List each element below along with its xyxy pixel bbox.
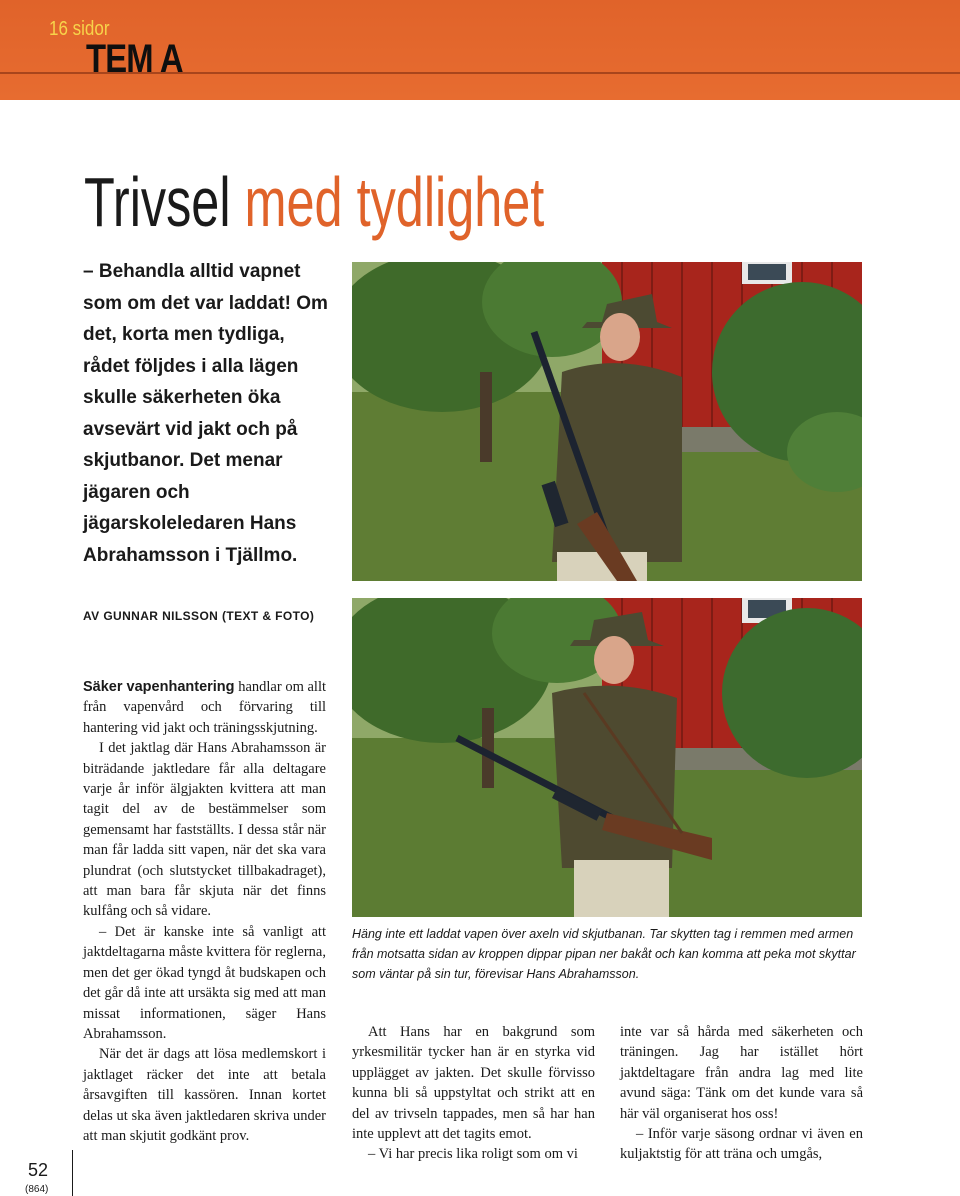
col1-paragraph-2: I det jaktlag där Hans Abrahamsson är biträdande jaktledare får alla deltagare varje år inför älgjakten kvittera att man tagit del av de bestämmelser som gemensamt har fastställts. I dessa står när man får ladda sitt vapen, när det ska vara plundrat (och slutstycket tillbakadraget), att man bara får skjuta när det finns kulfång och så vidare.	[83, 740, 326, 920]
article-title	[84, 162, 544, 242]
photo-caption: Häng inte ett laddat vapen över axeln vid skjutbanan. Tar skytten tag i remmen med armen från motsatta sidan av kroppen dippar pipan ner bakåt och kan komma att peka mot skyttar som väntar på sin tur, förevisar Hans Abrahamsson.	[352, 927, 856, 981]
col3-paragraph-1: inte var så hårda med säkerheten och träningen. Jag har istället hört jaktdeltagare från andra lag med lite avund säga: Tänk om det kunde vara så här väl organiserat hos oss!	[620, 1024, 863, 1122]
photo-hunter-rifle-demo	[352, 598, 862, 917]
article-title-part1: Trivsel	[84, 163, 231, 241]
col2-paragraph-2: – Vi har precis lika roligt som om vi	[368, 1146, 578, 1163]
article-title-part2: med tydlighet	[244, 163, 545, 241]
body-column-3	[620, 1022, 863, 1165]
article-byline: AV GUNNAR NILSSON (TEXT & FOTO)	[83, 609, 315, 623]
section-title: TEM A	[86, 37, 183, 81]
page-number: 52	[28, 1160, 49, 1180]
body-column-2	[352, 1022, 595, 1165]
col1-paragraph-4: När det är dags att lösa medlemskort i jaktlaget räcker det inte att betala årsavgiften till kassören. Innan kortet delas ut ska även jaktledaren skriva under att man skjutit godkänt prov.	[83, 1046, 326, 1144]
col3-paragraph-2: – Inför varje säsong ordnar vi även en kuljaktstig för att träna och umgås,	[620, 1126, 863, 1163]
page-sub-number: (864)	[25, 1184, 49, 1195]
col1-p1-text: handlar om allt från vapenvård och förvaring till hantering vid jakt och träningsskjutning.	[83, 679, 327, 736]
body-column-1	[83, 677, 326, 1146]
photo-hunter-rifle-shoulder	[352, 262, 862, 581]
article-ingress: – Behandla alltid vapnet som om det var laddat! Om det, korta men tydliga, rådet följdes i alla lägen skulle säkerheten öka avsevärt vid jakt och på skjutbanor. Det menar jägaren och jägarskoleledaren Hans Abrahamsson i Tjällmo.	[83, 261, 328, 566]
lead-in: Säker vapenhantering	[83, 679, 235, 695]
section-header-bar	[0, 0, 960, 100]
col1-paragraph-1	[83, 677, 326, 738]
section-page-count: 16 sidor	[49, 18, 110, 40]
col1-paragraph-3: – Det är kanske inte så vanligt att jaktdeltagarna måste kvittera för reglerna, men det ger ökad tyngd åt budskapen och det går då inte att ursäkta sig med att man missat informationen, säger Hans Abrahamsson.	[83, 923, 326, 1042]
page-number-divider	[72, 1150, 73, 1196]
col2-paragraph-1: Att Hans har en bakgrund som yrkesmilitär tycker han är en styrka vid upplägget av jakten. Det skulle förvisso kunna bli så uppstyltat och strikt att en del av trivseln tappades, men så har han inte upplevt att det tagits emot.	[352, 1024, 595, 1143]
